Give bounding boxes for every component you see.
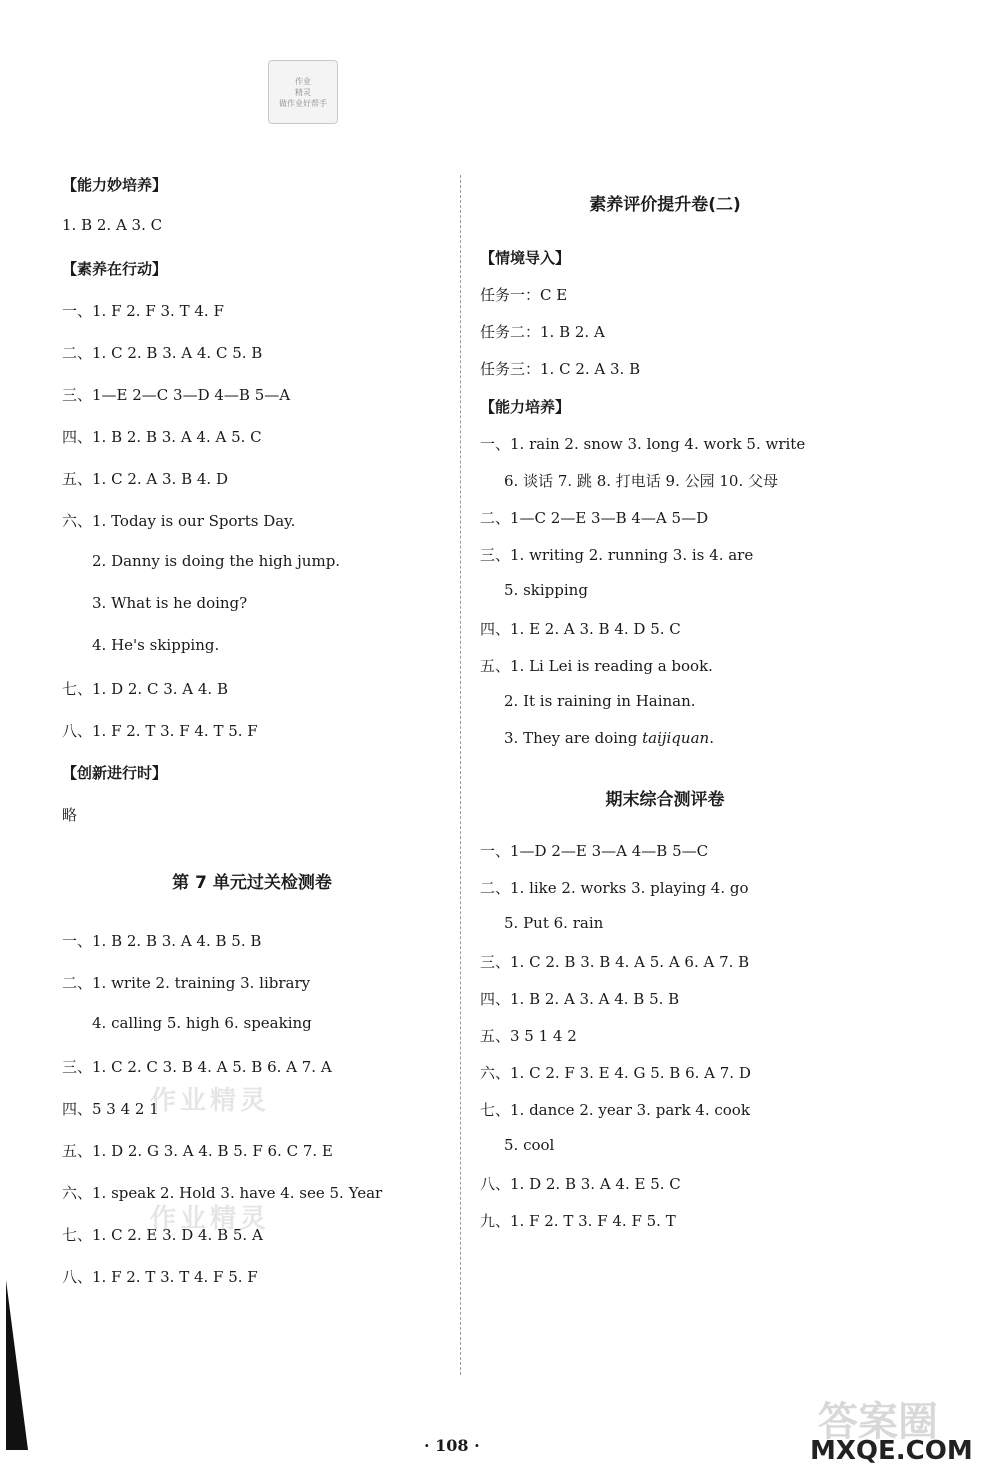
answer-line: 任务三：1. C 2. A 3. B [480, 360, 641, 378]
section-heading: 【创新进行时】 [62, 764, 168, 782]
answer-line: 五、3 5 1 4 2 [480, 1027, 577, 1045]
answer-line: 5. Put 6. rain [504, 914, 604, 932]
answer-period: . [709, 729, 714, 747]
answer-line: 2. Danny is doing the high jump. [92, 552, 341, 570]
test-title: 期末综合测评卷 [605, 790, 725, 810]
answer-line: 5. skipping [504, 581, 588, 599]
answer-line: 4. calling 5. high 6. speaking [92, 1014, 312, 1032]
answer-italic: taijiquan [642, 729, 710, 747]
answer-line: 三、1. C 2. C 3. B 4. A 5. B 6. A 7. A [62, 1058, 332, 1076]
section-heading: 【情境导入】 [480, 249, 571, 267]
answer-line: 二、1. C 2. B 3. A 4. C 5. B [62, 344, 263, 362]
answer-line: 五、1. Li Lei is reading a book. [480, 657, 713, 675]
page-number: · 108 · [424, 1436, 480, 1455]
answer-line: 九、1. F 2. T 3. F 4. F 5. T [480, 1212, 676, 1230]
answer-line: 六、1. C 2. F 3. E 4. G 5. B 6. A 7. D [480, 1064, 751, 1082]
faint-watermark: 作业精灵 [150, 1204, 271, 1234]
answer-line: 一、1—D 2—E 3—A 4—B 5—C [480, 842, 709, 860]
faint-watermark: 作业精灵 [150, 1086, 271, 1116]
answer-line: 一、1. rain 2. snow 3. long 4. work 5. write [480, 435, 806, 453]
answer-line: 六、1. speak 2. Hold 3. have 4. see 5. Year [62, 1184, 383, 1202]
answer-line: 六、1. Today is our Sports Day. [62, 512, 296, 530]
answer-line: 5. cool [504, 1136, 555, 1154]
watermark-logo: 答案圈 [818, 1399, 938, 1445]
answer-line [480, 729, 714, 747]
answer-line: 八、1. F 2. T 3. T 4. F 5. F [62, 1268, 258, 1286]
section-heading: 【素养在行动】 [62, 260, 168, 278]
test-title: 素养评价提升卷(二) [589, 195, 741, 215]
answer-line: 四、1. B 2. A 3. A 4. B 5. B [480, 990, 680, 1008]
answer-line: 任务二：1. B 2. A [480, 323, 605, 341]
answer-line: 6. 谈话 7. 跳 8. 打电话 9. 公园 10. 父母 [504, 472, 779, 490]
watermark-url: MXQE.COM [810, 1436, 973, 1466]
answer-line: 一、1. B 2. B 3. A 4. B 5. B [62, 932, 262, 950]
answer-line: 七、1. dance 2. year 3. park 4. cook [480, 1101, 750, 1119]
test-title: 第 7 单元过关检测卷 [172, 873, 332, 893]
answer-line: 二、1. like 2. works 3. playing 4. go [480, 879, 749, 897]
answer-line: 四、5 3 4 2 1 [62, 1100, 159, 1118]
answer-line: 三、1—E 2—C 3—D 4—B 5—A [62, 386, 291, 404]
answer-line: 七、1. D 2. C 3. A 4. B [62, 680, 228, 698]
answer-line: 二、1—C 2—E 3—B 4—A 5—D [480, 509, 709, 527]
answer-line: 四、1. E 2. A 3. B 4. D 5. C [480, 620, 681, 638]
answer-line: 任务一：C E [480, 286, 568, 304]
section-heading: 【能力妙培养】 [62, 176, 168, 194]
answer-line: 三、1. C 2. B 3. B 4. A 5. A 6. A 7. B [480, 953, 750, 971]
answer-line: 4. He's skipping. [92, 636, 220, 654]
answer-line: 八、1. F 2. T 3. F 4. T 5. F [62, 722, 258, 740]
answer-line: 五、1. C 2. A 3. B 4. D [62, 470, 228, 488]
answer-line: 四、1. B 2. B 3. A 4. A 5. C [62, 428, 262, 446]
stamp-logo [268, 60, 338, 124]
answer-line: 二、1. write 2. training 3. library [62, 974, 311, 992]
answer-line: 八、1. D 2. B 3. A 4. E 5. C [480, 1175, 681, 1193]
answer-line: 一、1. F 2. F 3. T 4. F [62, 302, 224, 320]
answer-line: 五、1. D 2. G 3. A 4. B 5. F 6. C 7. E [62, 1142, 333, 1160]
answer-line: 1. B 2. A 3. C [62, 216, 163, 234]
answer-text: 3. They are doing [504, 729, 643, 747]
column-divider [460, 175, 461, 1375]
section-heading: 【能力培养】 [480, 398, 571, 416]
stamp-line-3: 做作业好帮手 [279, 98, 327, 108]
answer-line: 3. What is he doing? [92, 594, 248, 612]
answer-line: 七、1. C 2. E 3. D 4. B 5. A [62, 1226, 263, 1244]
scan-edge-shadow [6, 1280, 28, 1450]
stamp-line-2: 精灵 [295, 87, 311, 97]
stamp-line-1: 作业 [295, 76, 311, 86]
answer-line: 三、1. writing 2. running 3. is 4. are [480, 546, 754, 564]
answer-line: 略 [62, 806, 78, 824]
answer-line: 2. It is raining in Hainan. [504, 692, 696, 710]
